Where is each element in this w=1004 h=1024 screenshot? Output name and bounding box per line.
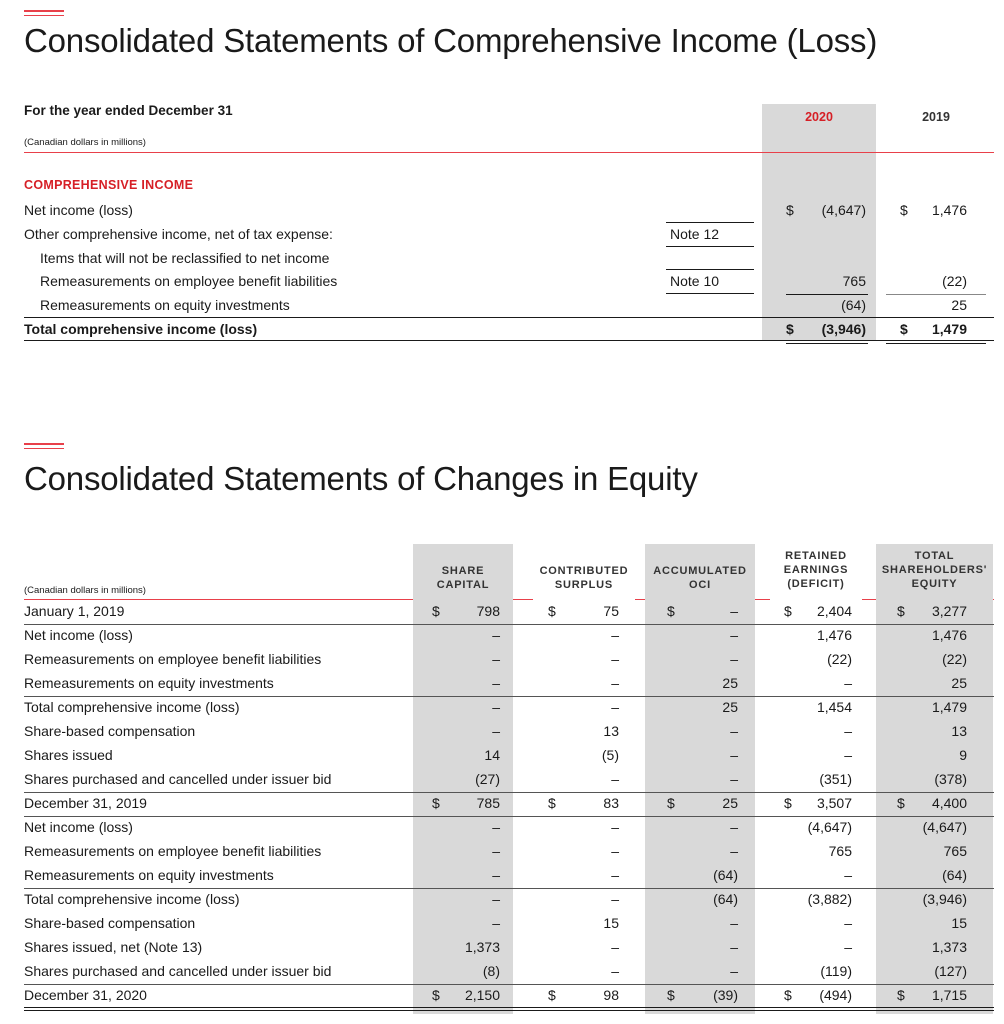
eq-subtotal-rule bbox=[24, 792, 994, 793]
eq-row-label: Net income (loss) bbox=[24, 627, 133, 643]
eq-dollar-sign: $ bbox=[784, 603, 792, 619]
ci-header-label: For the year ended December 31 bbox=[24, 103, 233, 118]
eq-row-label: Net income (loss) bbox=[24, 819, 133, 835]
ci-units: (Canadian dollars in millions) bbox=[24, 137, 146, 148]
eq-subtotal-rule bbox=[24, 888, 994, 889]
eq-cell-value: – bbox=[611, 843, 619, 859]
eq-cell-value: 2,150 bbox=[464, 987, 500, 1003]
eq-row-label: Remeasurements on equity investments bbox=[24, 675, 274, 691]
eq-cell-value: – bbox=[492, 915, 500, 931]
ci-dollar-sign: $ bbox=[900, 202, 908, 218]
eq-cell-value: 9 bbox=[959, 747, 967, 763]
eq-cell-value: 1,373 bbox=[464, 939, 500, 955]
ci-note-rule-bottom bbox=[666, 293, 754, 294]
eq-row-label: Shares issued, net (Note 13) bbox=[24, 939, 203, 955]
eq-row-label: Remeasurements on equity investments bbox=[24, 867, 274, 883]
ci-note-rule-top bbox=[666, 269, 754, 270]
eq-cell-value: – bbox=[611, 963, 619, 979]
eq-cell-value: 1,476 bbox=[816, 627, 852, 643]
eq-row-label: Shares purchased and cancelled under issuer bid bbox=[24, 963, 332, 979]
eq-row-label: December 31, 2020 bbox=[24, 987, 147, 1003]
ci-row-label: Remeasurements on equity investments bbox=[40, 297, 290, 313]
eq-cell-value: – bbox=[730, 651, 738, 667]
eq-cell-value: – bbox=[844, 747, 852, 763]
eq-cell-value: 25 bbox=[722, 675, 738, 691]
ci-year-prior: 2019 bbox=[922, 110, 950, 124]
ci-value-prior: (22) bbox=[942, 273, 967, 289]
eq-cell-value: 25 bbox=[722, 699, 738, 715]
eq-cell-value: – bbox=[492, 651, 500, 667]
eq-row-label: Shares purchased and cancelled under issuer bid bbox=[24, 771, 332, 787]
eq-title: Consolidated Statements of Changes in Equity bbox=[24, 460, 698, 497]
ci-value-current: (64) bbox=[841, 297, 866, 313]
eq-dollar-sign: $ bbox=[432, 795, 440, 811]
eq-balance-rule bbox=[24, 624, 994, 625]
ci-total-rule-bottom bbox=[24, 340, 994, 341]
ci-subtotal-rule bbox=[786, 294, 868, 295]
eq-title-accent-rule bbox=[24, 443, 64, 445]
eq-cell-value: (4,647) bbox=[922, 819, 967, 835]
eq-cell-value: 765 bbox=[828, 843, 852, 859]
eq-cell-value: – bbox=[844, 723, 852, 739]
eq-dollar-sign: $ bbox=[897, 603, 905, 619]
eq-cell-value: 4,400 bbox=[931, 795, 967, 811]
eq-cell-value: – bbox=[492, 699, 500, 715]
ci-total-dollar: $ bbox=[786, 321, 794, 337]
eq-row-label: Total comprehensive income (loss) bbox=[24, 699, 240, 715]
eq-cell-value: – bbox=[730, 603, 738, 619]
ci-value-current: (4,647) bbox=[821, 202, 866, 218]
eq-cell-value: – bbox=[611, 939, 619, 955]
eq-cell-value: – bbox=[492, 891, 500, 907]
ci-total-current: (3,946) bbox=[821, 321, 866, 337]
ci-row-label: Net income (loss) bbox=[24, 202, 133, 218]
eq-cell-value: – bbox=[730, 819, 738, 835]
eq-title-accent-rule-2 bbox=[24, 448, 64, 449]
eq-cell-value: 15 bbox=[603, 915, 619, 931]
eq-column-header: ACCUMULATED OCI bbox=[653, 565, 747, 591]
eq-cell-value: – bbox=[844, 939, 852, 955]
ci-note-rule-bottom bbox=[666, 246, 754, 247]
ci-header-rule bbox=[24, 152, 994, 153]
eq-row-label: Share-based compensation bbox=[24, 915, 196, 931]
eq-cell-value: 3,507 bbox=[816, 795, 852, 811]
eq-cell-value: – bbox=[611, 867, 619, 883]
eq-cell-value: 98 bbox=[603, 987, 619, 1003]
eq-cell-value: 25 bbox=[951, 675, 967, 691]
eq-cell-value: – bbox=[730, 963, 738, 979]
eq-column-header: CONTRIBUTED SURPLUS bbox=[539, 565, 629, 591]
eq-column-band bbox=[645, 544, 755, 1014]
eq-dollar-sign: $ bbox=[784, 795, 792, 811]
eq-cell-value: 1,479 bbox=[931, 699, 967, 715]
eq-cell-value: – bbox=[611, 771, 619, 787]
eq-cell-value: 1,476 bbox=[931, 627, 967, 643]
eq-cell-value: 798 bbox=[476, 603, 500, 619]
eq-row-label: December 31, 2019 bbox=[24, 795, 147, 811]
eq-cell-value: – bbox=[492, 819, 500, 835]
ci-value-current: 765 bbox=[842, 273, 866, 289]
eq-cell-value: – bbox=[611, 627, 619, 643]
eq-cell-value: (3,882) bbox=[807, 891, 852, 907]
eq-cell-value: (4,647) bbox=[807, 819, 852, 835]
eq-cell-value: 1,454 bbox=[816, 699, 852, 715]
eq-cell-value: – bbox=[492, 723, 500, 739]
eq-cell-value: (8) bbox=[482, 963, 500, 979]
eq-cell-value: (27) bbox=[475, 771, 500, 787]
eq-dollar-sign: $ bbox=[432, 603, 440, 619]
eq-cell-value: (64) bbox=[942, 867, 967, 883]
eq-final-rule bbox=[24, 1007, 994, 1008]
ci-note-rule-top bbox=[666, 222, 754, 223]
ci-row-label: Items that will not be reclassified to net income bbox=[40, 250, 330, 266]
eq-cell-value: – bbox=[611, 651, 619, 667]
eq-cell-value: 25 bbox=[722, 795, 738, 811]
eq-subtotal-rule bbox=[24, 984, 994, 985]
eq-final-rule-2 bbox=[24, 1010, 994, 1011]
eq-dollar-sign: $ bbox=[548, 603, 556, 619]
title-accent-rule bbox=[24, 10, 64, 12]
title-accent-rule-2 bbox=[24, 15, 64, 16]
ci-row-label: Remeasurements on employee benefit liabilities bbox=[40, 273, 338, 289]
eq-cell-value: (378) bbox=[934, 771, 967, 787]
eq-subtotal-rule bbox=[24, 696, 994, 697]
eq-cell-value: – bbox=[730, 627, 738, 643]
ci-total-rule-top bbox=[24, 317, 994, 318]
eq-cell-value: 75 bbox=[603, 603, 619, 619]
eq-cell-value: (494) bbox=[819, 987, 852, 1003]
eq-row-label: Shares issued bbox=[24, 747, 113, 763]
eq-cell-value: 2,404 bbox=[816, 603, 852, 619]
eq-cell-value: 13 bbox=[603, 723, 619, 739]
eq-cell-value: (39) bbox=[713, 987, 738, 1003]
eq-cell-value: (22) bbox=[827, 651, 852, 667]
eq-units: (Canadian dollars in millions) bbox=[24, 585, 146, 596]
ci-subtotal-rule bbox=[886, 294, 986, 295]
eq-cell-value: (64) bbox=[713, 891, 738, 907]
ci-total-prior: 1,479 bbox=[931, 321, 967, 337]
eq-cell-value: (351) bbox=[819, 771, 852, 787]
eq-cell-value: 15 bbox=[951, 915, 967, 931]
ci-title: Consolidated Statements of Comprehensive Income (Loss) bbox=[24, 22, 878, 59]
ci-total-dollar: $ bbox=[900, 321, 908, 337]
eq-dollar-sign: $ bbox=[897, 795, 905, 811]
eq-cell-value: – bbox=[611, 675, 619, 691]
eq-cell-value: (119) bbox=[820, 963, 852, 979]
eq-cell-value: 765 bbox=[943, 843, 967, 859]
eq-cell-value: (5) bbox=[601, 747, 619, 763]
eq-cell-value: (3,946) bbox=[922, 891, 967, 907]
eq-cell-value: 1,715 bbox=[931, 987, 967, 1003]
eq-row-label: Total comprehensive income (loss) bbox=[24, 891, 240, 907]
eq-cell-value: – bbox=[844, 675, 852, 691]
eq-cell-value: – bbox=[492, 867, 500, 883]
ci-double-underline bbox=[886, 343, 986, 344]
eq-cell-value: 1,373 bbox=[931, 939, 967, 955]
eq-cell-value: – bbox=[844, 867, 852, 883]
eq-cell-value: – bbox=[611, 699, 619, 715]
eq-cell-value: – bbox=[730, 939, 738, 955]
eq-cell-value: (127) bbox=[934, 963, 967, 979]
eq-cell-value: – bbox=[730, 915, 738, 931]
eq-row-label: Remeasurements on employee benefit liabilities bbox=[24, 843, 322, 859]
eq-cell-value: – bbox=[611, 891, 619, 907]
eq-cell-value: 3,277 bbox=[931, 603, 967, 619]
eq-cell-value: – bbox=[730, 747, 738, 763]
ci-value-prior: 25 bbox=[951, 297, 967, 313]
eq-cell-value: (22) bbox=[942, 651, 967, 667]
eq-row-label: Remeasurements on employee benefit liabilities bbox=[24, 651, 322, 667]
ci-total-label: Total comprehensive income (loss) bbox=[24, 321, 258, 337]
eq-cell-value: – bbox=[492, 843, 500, 859]
eq-cell-value: (64) bbox=[713, 867, 738, 883]
eq-dollar-sign: $ bbox=[548, 987, 556, 1003]
eq-dollar-sign: $ bbox=[784, 987, 792, 1003]
eq-column-header: SHARE CAPITAL bbox=[436, 565, 490, 591]
eq-cell-value: – bbox=[492, 675, 500, 691]
eq-cell-value: – bbox=[730, 843, 738, 859]
ci-year-current: 2020 bbox=[805, 110, 833, 124]
ci-double-underline bbox=[786, 343, 868, 344]
eq-cell-value: – bbox=[730, 723, 738, 739]
eq-row-label: January 1, 2019 bbox=[24, 603, 125, 619]
eq-cell-value: 14 bbox=[484, 747, 500, 763]
eq-column-header: TOTAL SHAREHOLDERS' EQUITY bbox=[881, 550, 988, 590]
eq-cell-value: – bbox=[844, 915, 852, 931]
eq-dollar-sign: $ bbox=[667, 603, 675, 619]
eq-dollar-sign: $ bbox=[548, 795, 556, 811]
eq-balance-rule bbox=[24, 816, 994, 817]
ci-section-label: COMPREHENSIVE INCOME bbox=[24, 178, 194, 192]
ci-value-prior: 1,476 bbox=[931, 202, 967, 218]
eq-dollar-sign: $ bbox=[667, 795, 675, 811]
ci-row-note: Note 12 bbox=[670, 226, 720, 242]
eq-cell-value: – bbox=[730, 771, 738, 787]
eq-cell-value: 83 bbox=[603, 795, 619, 811]
eq-dollar-sign: $ bbox=[432, 987, 440, 1003]
ci-row-note: Note 10 bbox=[670, 273, 720, 289]
eq-cell-value: – bbox=[611, 819, 619, 835]
eq-column-header: RETAINED EARNINGS (DEFICIT) bbox=[783, 550, 849, 590]
eq-cell-value: 13 bbox=[951, 723, 967, 739]
ci-row-label: Other comprehensive income, net of tax expense: bbox=[24, 226, 333, 242]
eq-dollar-sign: $ bbox=[667, 987, 675, 1003]
eq-row-label: Share-based compensation bbox=[24, 723, 196, 739]
eq-cell-value: – bbox=[492, 627, 500, 643]
eq-cell-value: 785 bbox=[476, 795, 500, 811]
eq-dollar-sign: $ bbox=[897, 987, 905, 1003]
ci-dollar-sign: $ bbox=[786, 202, 794, 218]
